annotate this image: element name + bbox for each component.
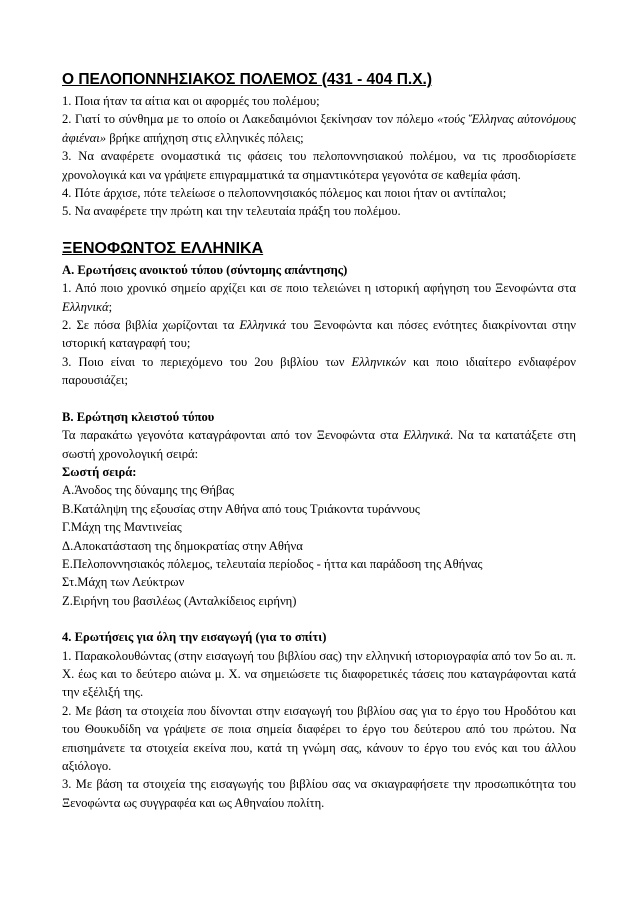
s1-q2-quote: «τούς Ἕλληνας αὐτονόμους ἀφιέναι» (62, 112, 576, 145)
s1-question-1: 1. Ποια ήταν τα αίτια και οι αφορμές του πολέμου; (62, 94, 320, 108)
event-a: Α.Άνοδος της δύναμης της Θήβας (62, 483, 234, 498)
section2-title: ΞΕΝΟΦΩΝΤΟΣ ΕΛΛΗΝΙΚΑ (62, 239, 264, 257)
s1-question-2 (62, 110, 576, 147)
event-z: Ζ.Ειρήνη του βασιλέως (Ανταλκίδειος ειρήνη) (62, 593, 297, 608)
event-c: Γ.Μάχη της Μαντινείας (62, 520, 182, 535)
a3-italic: Ελληνικών (351, 354, 406, 369)
b-intro (62, 426, 576, 463)
a1-italic: Ελληνικά (62, 299, 109, 314)
order-label: Σωστή σειρά: (62, 464, 137, 479)
event-st: Στ.Μάχη των Λεύκτρων (62, 575, 185, 590)
a1-text-b: ; (108, 299, 113, 314)
a-question-2 (62, 316, 576, 353)
a3-text-a: 3. Ποιο είναι το περιεχόμενο του 2ου βιβλίου των (62, 354, 352, 369)
b-intro-italic: Ελληνικά (403, 428, 450, 443)
event-e: Ε.Πελοποννησιακός πόλεμος, τελευταία περίοδος - ήττα και παράδοση της Αθήνας (62, 556, 483, 571)
c-question-2: 2. Με βάση τα στοιχεία που δίνονται στην εισαγωγή του βιβλίου σας για το έργο του Ηροδότου και του Θουκυδίδη να γράψετε σε ποια σημεία διαφέρει το έργο του δεύτερου από του πρώτου. Να επισημάνετε τα στοιχεία εκείνα που, κατά τη γνώμη σας, κάνουν το έργο του ενός και του άλλου αξιόλογο. (62, 703, 576, 773)
c-question-3: 3. Με βάση τα στοιχεία της εισαγωγής του βιβλίου σας να σκιαγραφήσετε την προσωπικότητα του Ξενοφώντα ως συγγραφέα και ως Αθηναίου πολίτη. (62, 777, 576, 810)
s1-q2-text-b: βρήκε απήχηση στις ελληνικές πόλεις; (106, 130, 304, 145)
part-4-heading: 4. Ερωτήσεις για όλη την εισαγωγή (για το σπίτι) (62, 630, 327, 645)
s1-question-4: 4. Πότε άρχισε, πότε τελείωσε ο πελοποννησιακός πόλεμος και ποιοι ήταν οι αντίπαλοι; (62, 186, 507, 201)
a-question-3 (62, 353, 576, 390)
a3-text-b: και ποιο ιδιαίτερο ενδιαφέρον παρουσιάζει; (62, 354, 576, 388)
part-b-heading: Β. Ερώτηση κλειστού τύπου (62, 409, 215, 424)
a-question-1 (62, 279, 576, 316)
event-b: Β.Κατάληψη της εξουσίας στην Αθήνα από τους Τριάκοντα τυράννους (62, 501, 420, 516)
document-page (62, 70, 576, 812)
part-a-heading: Α. Ερωτήσεις ανοικτού τύπου (σύντομης απάντησης) (62, 262, 348, 277)
b-intro-text-a: Τα παρακάτω γεγονότα καταγράφονται από τον Ξενοφώντα στα (62, 428, 404, 443)
a2-text-a: 2. Σε πόσα βιβλία χωρίζονται τα (62, 318, 240, 333)
a1-text-a: 1. Από ποιο χρονικό σημείο αρχίζει και σε ποιο τελειώνει η ιστορική αφήγηση του Ξενοφώντα στα (62, 281, 576, 296)
event-d: Δ.Αποκατάσταση της δημοκρατίας στην Αθήνα (62, 538, 303, 553)
a2-italic: Ελληνικά (239, 318, 286, 333)
section1-title: Ο ΠΕΛΟΠΟΝΝΗΣΙΑΚΟΣ ΠΟΛΕΜΟΣ (431 - 404 Π.Χ.) (62, 71, 433, 88)
c-question-1: 1. Παρακολουθώντας (στην εισαγωγή του βιβλίου σας) την ελληνική ιστοριογραφία από τον 5ο αι. π. Χ. έως και το δεύτερο αιώνα μ. Χ. να σημειώσετε τις διαφορετικές τάσεις που καταγράφονται κατά την εξέλιξή της. (62, 648, 576, 700)
s1-question-5: 5. Να αναφέρετε την πρώτη και την τελευταία πράξη του πολέμου. (62, 204, 401, 219)
s1-question-3: 3. Να αναφέρετε ονομαστικά τις φάσεις του πελοποννησιακού πολέμου, να τις προσδιορίσετε χρονολογικά και να γράψετε επιγραμματικά τα σημαντικότερα γεγονότα σε καθεμία φάση. (62, 149, 576, 182)
s1-q2-text-a: 2. Γιατί το σύνθημα με το οποίο οι Λακεδαιμόνιοι ξεκίνησαν τον πόλεμο (62, 112, 438, 127)
b-intro-text-b: . Να τα κατατάξετε στη σωστή χρονολογική σειρά: (62, 428, 577, 461)
a2-text-b: του Ξενοφώντα και πόσες ενότητες διακρίνονται στην ιστορική καταγραφή του; (62, 318, 577, 351)
